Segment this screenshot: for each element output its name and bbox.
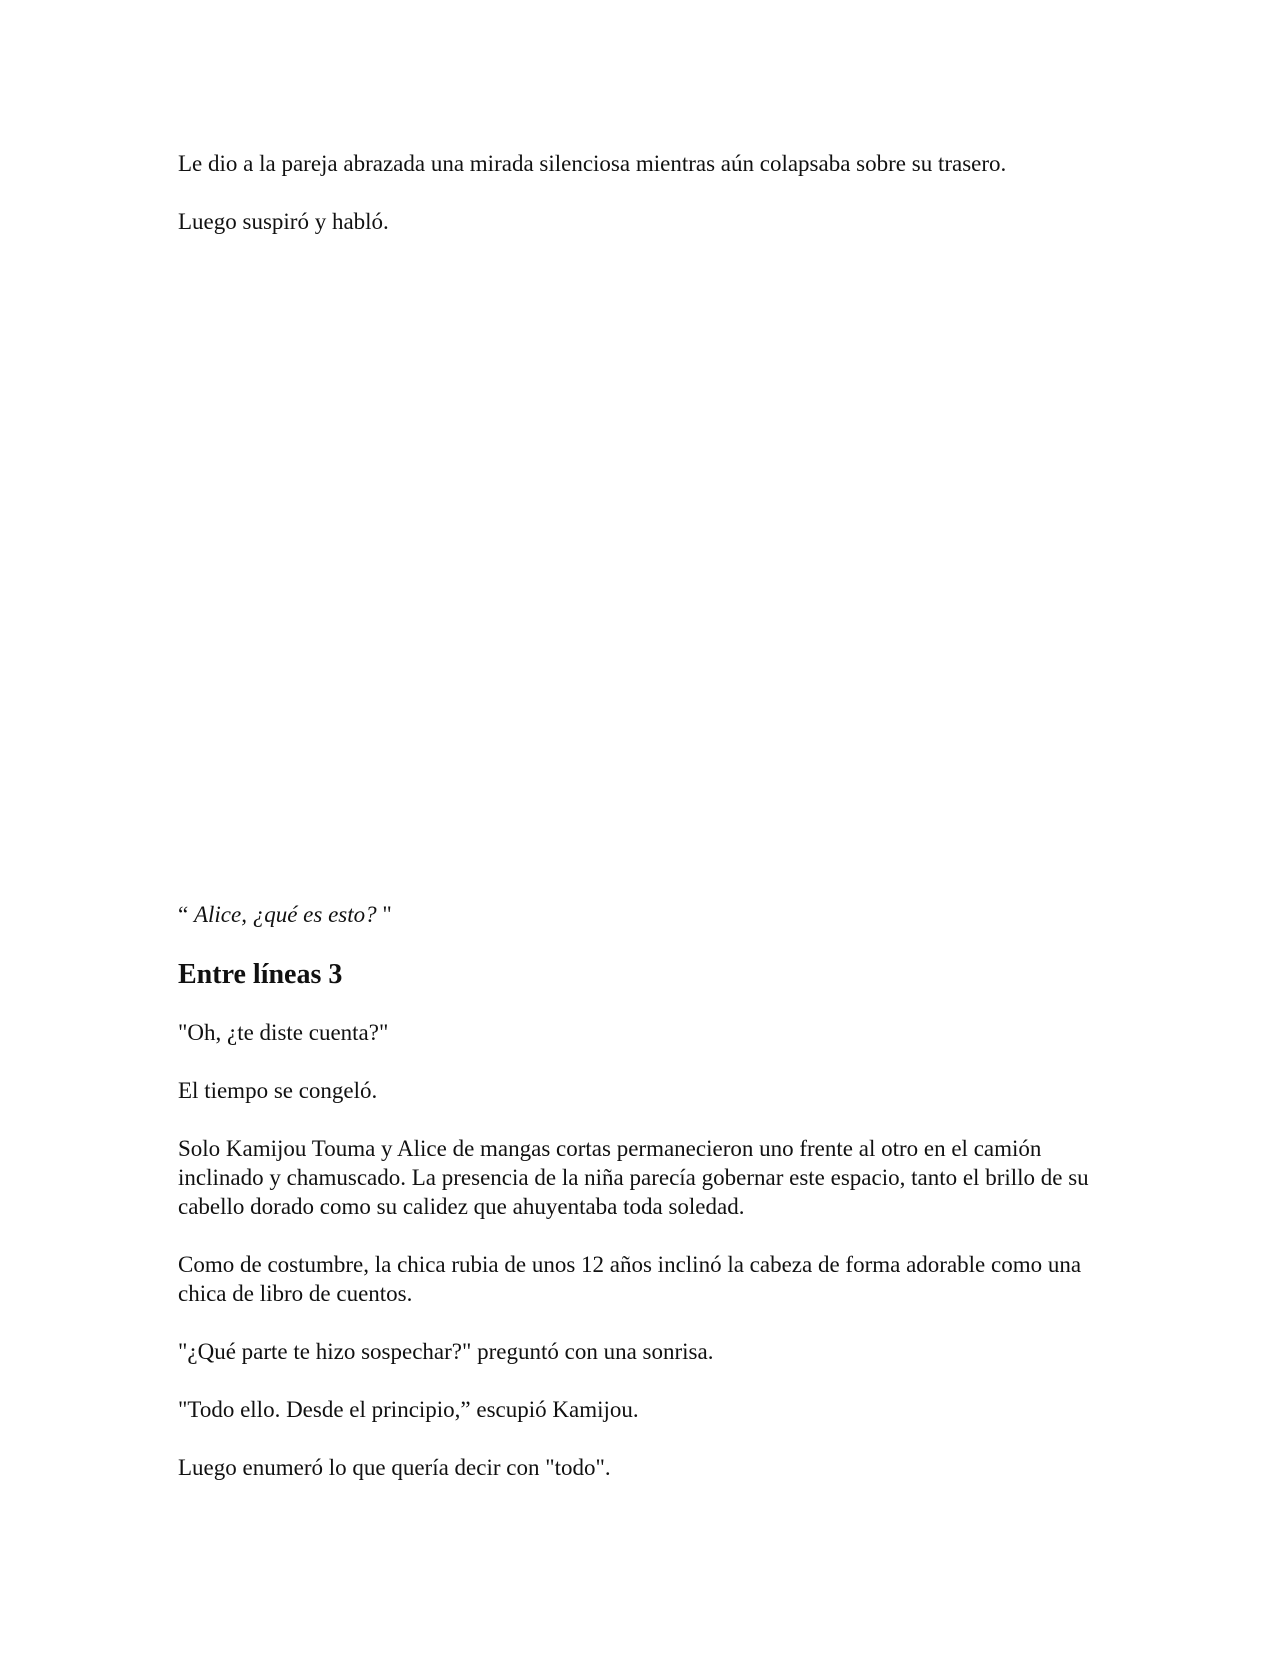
paragraph: "Oh, ¿te diste cuenta?" [178,1020,389,1045]
section-heading: Entre líneas 3 [178,959,343,990]
paragraph: Solo Kamijou Touma y Alice de mangas cortas permanecieron uno frente al otro en el camión inclinado y chamuscado. La presencia de la niña parecía gobernar este espacio, tanto el brillo de su cabello dorado como su calidez que ahuyentaba toda soledad. [178,1136,1089,1219]
quote-italic-text: Alice, ¿qué es esto? [193,902,383,927]
quote-close: " [382,902,392,927]
paragraph: El tiempo se congeló. [178,1078,378,1103]
paragraph: "Todo ello. Desde el principio,” escupió Kamijou. [178,1397,639,1422]
paragraph: Luego suspiró y habló. [178,209,389,234]
paragraph: Luego enumeró lo que quería decir con "todo". [178,1455,611,1480]
quote-open: “ [178,902,194,927]
paragraph: Como de costumbre, la chica rubia de unos 12 años inclinó la cabeza de forma adorable como una chica de libro de cuentos. [178,1252,1082,1306]
paragraph: Le dio a la pareja abrazada una mirada silenciosa mientras aún colapsaba sobre su trasero. [178,151,1007,176]
quote-line [178,900,1108,929]
paragraph: "¿Qué parte te hizo sospechar?" preguntó con una sonrisa. [178,1339,714,1364]
